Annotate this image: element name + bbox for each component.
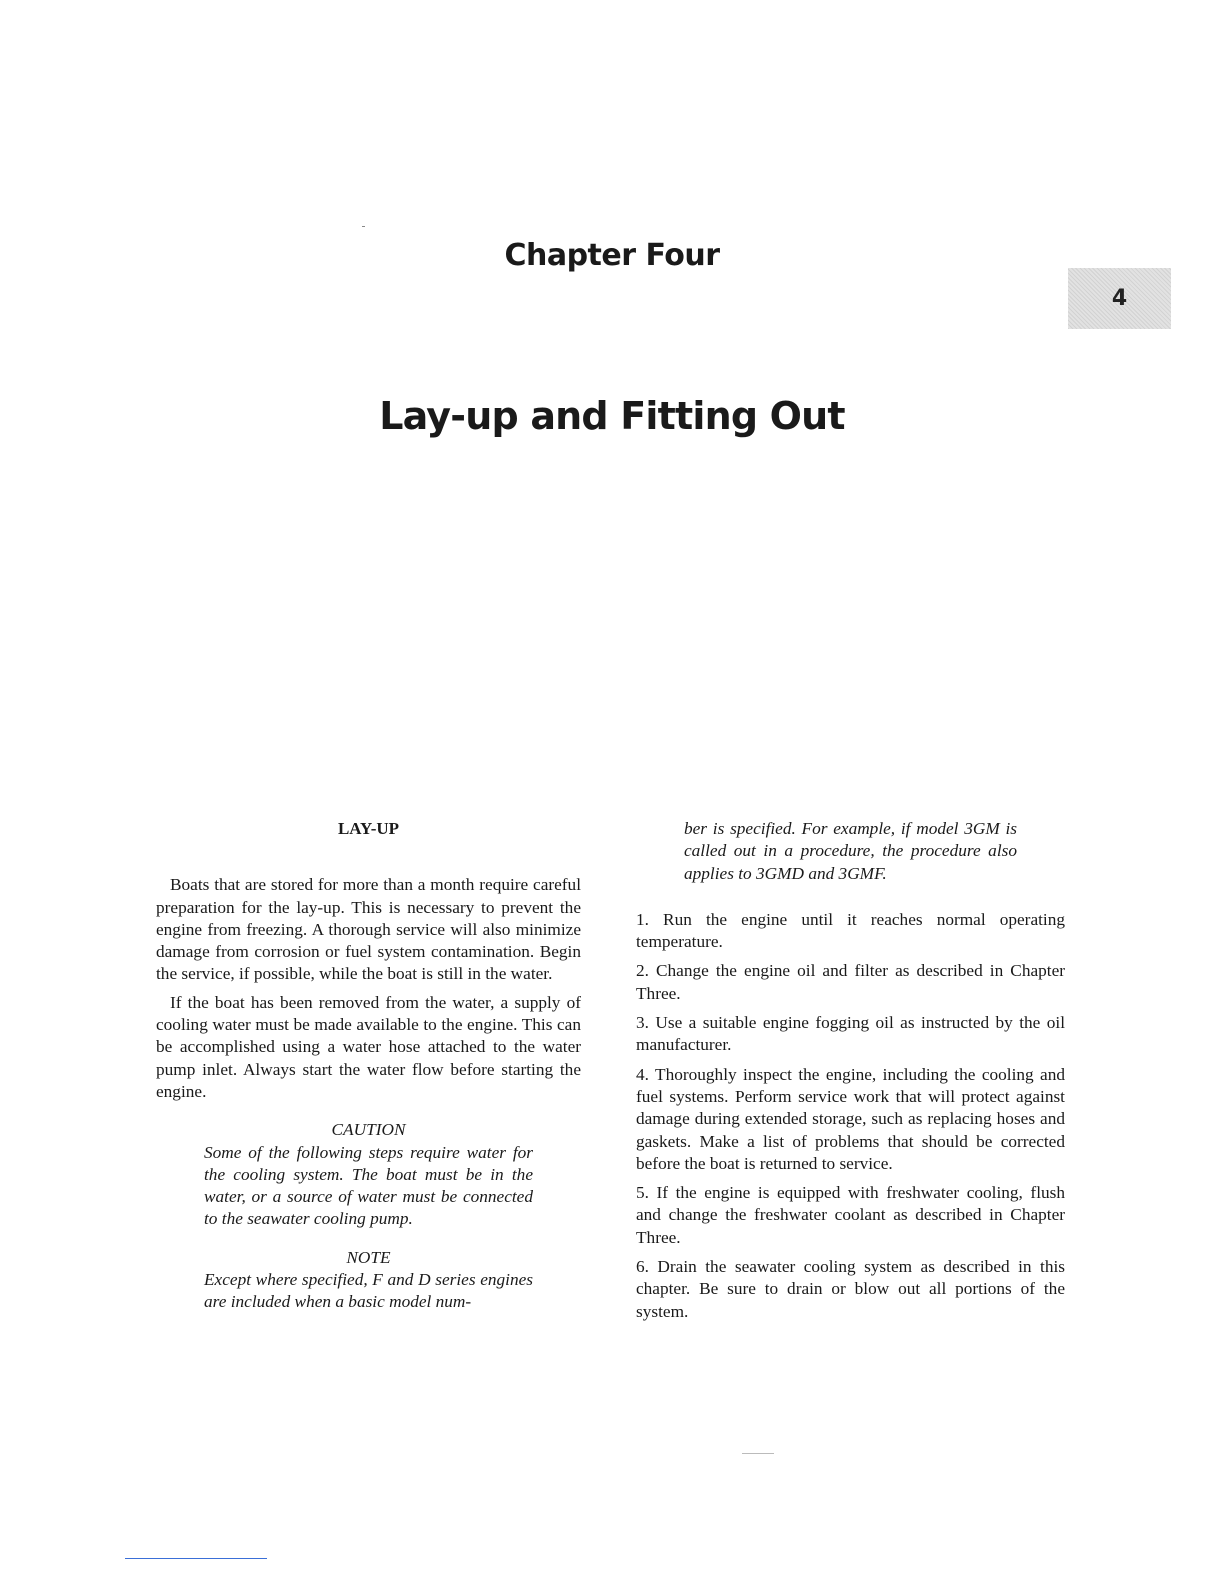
footer-line <box>125 1558 267 1559</box>
step-item: 6. Drain the seawater cooling system as described in this chapter. Be sure to drain or blow out all portions of the system. <box>636 1257 1065 1321</box>
note-title: NOTE <box>346 1247 391 1267</box>
caution-title: CAUTION <box>331 1120 406 1140</box>
note-continued-body: ber is specified. For example, if model 3GM is called out in a procedure, the procedure also applies to 3GMD and 3GMF. <box>684 819 1017 883</box>
scan-speck <box>742 1453 774 1454</box>
chapter-tab <box>1068 268 1171 329</box>
chapter-tab-number: 4 <box>1111 286 1128 311</box>
right-column <box>636 818 1065 1330</box>
step-item: 3. Use a suitable engine fogging oil as instructed by the oil manufacturer. <box>636 1013 1065 1055</box>
caution-body: Some of the following steps require water for the cooling system. The boat must be in the water, or a source of water must be connected to the seawater cooling pump. <box>204 1142 533 1229</box>
step-item: 5. If the engine is equipped with freshwater cooling, flush and change the freshwater coolant as described in Chapter Three. <box>636 1183 1065 1247</box>
chapter-title: Lay-up and Fitting Out <box>379 394 845 438</box>
chapter-label: Chapter Four <box>504 238 720 273</box>
scan-speck <box>362 226 365 227</box>
section-heading-lay-up: LAY-UP <box>337 819 400 838</box>
step-item: 4. Thoroughly inspect the engine, including the cooling and fuel systems. Perform service work that will protect against damage during extended storage, such as replacing hoses and gaskets. Make a list of problems that should be corrected before the boat is returned to service. <box>636 1064 1065 1173</box>
paragraph: If the boat has been removed from the water, a supply of cooling water must be made available to the engine. This can be accomplished using a water hose attached to the water pump inlet. Always start the water flow before starting the engine. <box>156 992 581 1101</box>
lay-up-steps <box>636 909 1065 1323</box>
step-item: 2. Change the engine oil and filter as described in Chapter Three. <box>636 961 1065 1003</box>
step-item: 1. Run the engine until it reaches normal operating temperature. <box>636 909 1065 952</box>
note-block <box>156 1247 581 1314</box>
paragraph: Boats that are stored for more than a month require careful preparation for the lay-up. This is necessary to prevent the engine from freezing. A thorough service will also minimize damage from corrosion or fuel system contamination. Begin the service, if possible, while the boat is still in the water. <box>156 875 581 984</box>
left-column <box>156 818 581 1314</box>
caution-block <box>156 1119 581 1230</box>
note-body: Except where specified, F and D series engines are included when a basic model num- <box>204 1270 533 1312</box>
note-continued <box>636 818 1065 885</box>
